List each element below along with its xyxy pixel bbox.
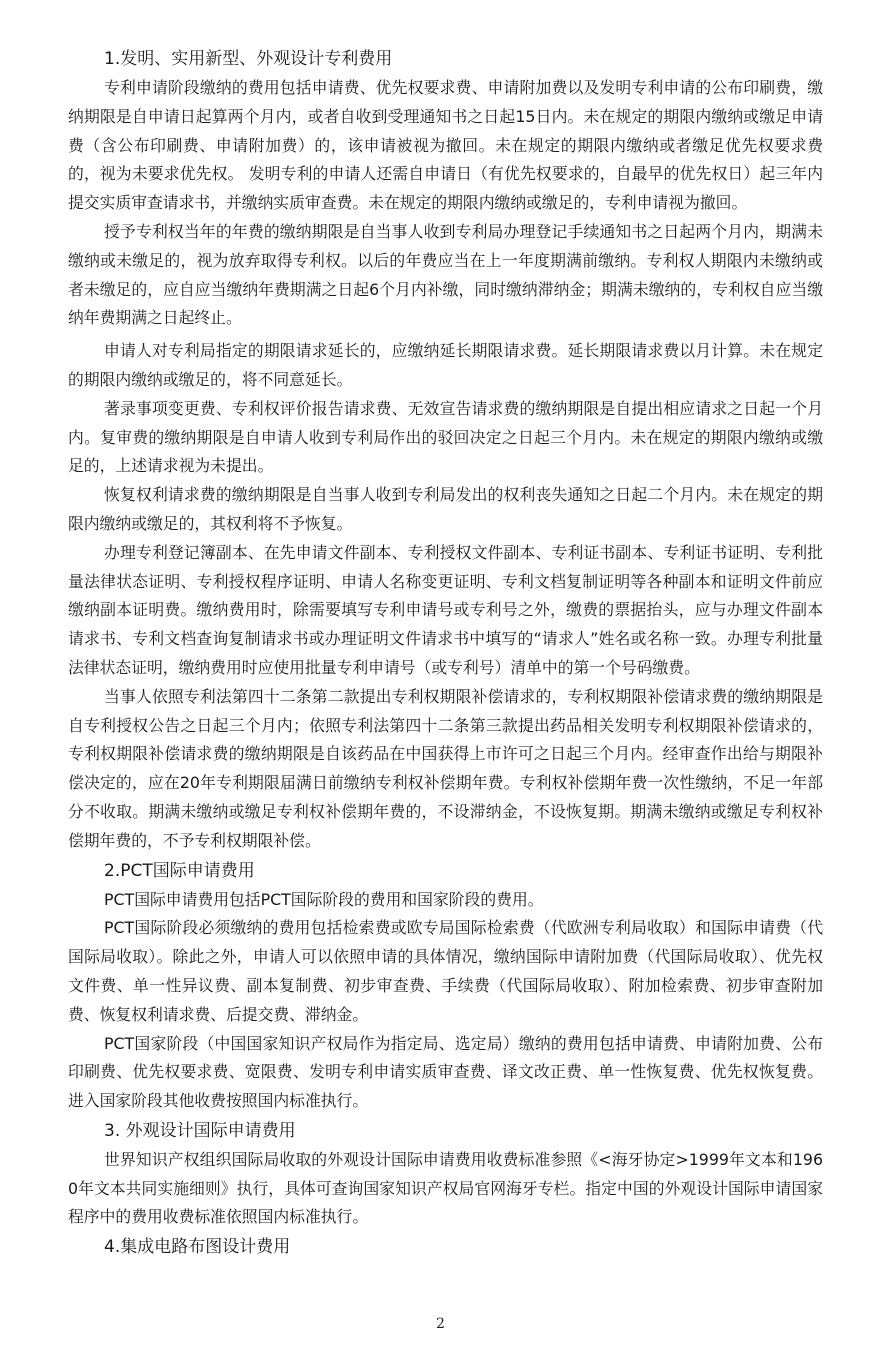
paragraph-bibliographic-change-fee: 著录事项变更费、专利权评价报告请求费、无效宣告请求费的缴纳期限是自提出相应请求之日起一个月内。复审费的缴纳期限是自申请人收到专利局作出的驳回决定之日起三个月内。未在规定的期限内缴纳或缴足的，上述请求视为未提出。 (68, 398, 823, 476)
paragraph-term-compensation-fee: 当事人依照专利法第四十二条第二款提出专利权期限补偿请求的，专利权期限补偿请求费的缴纳期限是自专利授权公告之日起三个月内；依照专利法第四十二条第三款提出药品相关发明专利权期限补偿请求的，专利权期限补偿请求费的缴纳期限是自该药品在中国获得上市许可之日起三个月内。经审查作出给与期限补偿决定的，应在20年专利期限届满日前缴纳专利权补偿期年费。专利权补偿期年费一次性缴纳，不足一年部分不收取。期满未缴纳或缴足专利权补偿期年费的，不设滞纳金，不设恢复期。期满未缴纳或缴足专利权补偿期年费的，不予专利权期限补偿。 (68, 686, 823, 850)
section-heading-design-international-fees: 3. 外观设计国际申请费用 (104, 1120, 296, 1141)
section-heading-pct-fees: 2.PCT国际申请费用 (104, 860, 255, 881)
paragraph-pct-national-phase: PCT国家阶段（中国国家知识产权局作为指定局、选定局）缴纳的费用包括申请费、申请附加费、公布印刷费、优先权要求费、宽限费、发明专利申请实质审查费、译文改正费、单一性恢复费、优先权恢复费。进入国家阶段其他收费按照国内标准执行。 (68, 1033, 823, 1111)
paragraph-copy-certification-fee: 办理专利登记簿副本、在先申请文件副本、专利授权文件副本、专利证书副本、专利证书证明、专利批量法律状态证明、专利授权程序证明、申请人名称变更证明、专利文档复制证明等各种副本和证明文件前应缴纳副本证明费。缴纳费用时，除需要填写专利申请号或专利号之外，缴费的票据抬头，应与办理文件副本请求书、专利文档查询复制请求书或办理证明文件请求书中填写的“请求人”姓名或名称一致。办理专利批量法律状态证明，缴纳费用时应使用批量专利申请号（或专利号）清单中的第一个号码缴费。 (68, 542, 823, 677)
paragraph-application-stage-fees: 专利申请阶段缴纳的费用包括申请费、优先权要求费、申请附加费以及发明专利申请的公布印刷费，缴纳期限是自申请日起算两个月内，或者自收到受理通知书之日起15日内。未在规定的期限内缴纳或缴足申请费（含公布印刷费、申请附加费）的，该申请被视为撤回。未在规定的期限内缴纳或者缴足优先权要求费的，视为未要求优先权。 发明专利的申请人还需自申请日（有优先权要求的，自最早的优先权日）起三年内提交实质审查请求书，并缴纳实质审查费。未在规定的期限内缴纳或缴足的，专利申请视为撤回。 (68, 78, 823, 213)
paragraph-restoration-request-fee: 恢复权利请求费的缴纳期限是自当事人收到专利局发出的权利丧失通知之日起二个月内。未在规定的期限内缴纳或缴足的，其权利将不予恢复。 (68, 485, 823, 533)
document-page (68, 44, 823, 1262)
paragraph-pct-overview: PCT国际申请费用包括PCT国际阶段的费用和国家阶段的费用。 (104, 889, 544, 909)
paragraph-hague-fees: 世界知识产权组织国际局收取的外观设计国际申请费用收费标准参照《<海牙协定>1999年文本和1960年文本共同实施细则》执行，具体可查询国家知识产权局官网海牙专栏。指定中国的外观设计国际申请国家程序中的费用收费标准依照国内标准执行。 (68, 1149, 823, 1227)
section-heading-invention-patent-fees: 1.发明、实用新型、外观设计专利费用 (104, 49, 393, 69)
paragraph-extension-request-fee: 申请人对专利局指定的期限请求延长的，应缴纳延长期限请求费。延长期限请求费以月计算。未在规定的期限内缴纳或缴足的，将不同意延长。 (68, 341, 823, 389)
section-heading-ic-layout-fees: 4.集成电路布图设计费用 (104, 1237, 291, 1258)
page-number: 2 (436, 1316, 445, 1332)
paragraph-annual-fee-deadline: 授予专利权当年的年费的缴纳期限是自当事人收到专利局办理登记手续通知书之日起两个月内，期满未缴纳或未缴足的，视为放弃取得专利权。以后的年费应当在上一年度期满前缴纳。专利权人期限内未缴纳或者未缴足的，应自应当缴纳年费期满之日起6个月内补缴，同时缴纳滞纳金；期满未缴纳的，专利权自应当缴纳年费期满之日起终止。 (68, 221, 823, 328)
paragraph-pct-international-phase: PCT国际阶段必须缴纳的费用包括检索费或欧专局国际检索费（代欧洲专利局收取）和国际申请费（代国际局收取）。除此之外，申请人可以依照申请的具体情况，缴纳国际申请附加费（代国际局收取）、优先权文件费、单一性异议费、副本复制费、初步审查费、手续费（代国际局收取）、附加检索费、初步审查附加费、恢复权利请求费、后提交费、滞纳金。 (68, 918, 823, 1024)
